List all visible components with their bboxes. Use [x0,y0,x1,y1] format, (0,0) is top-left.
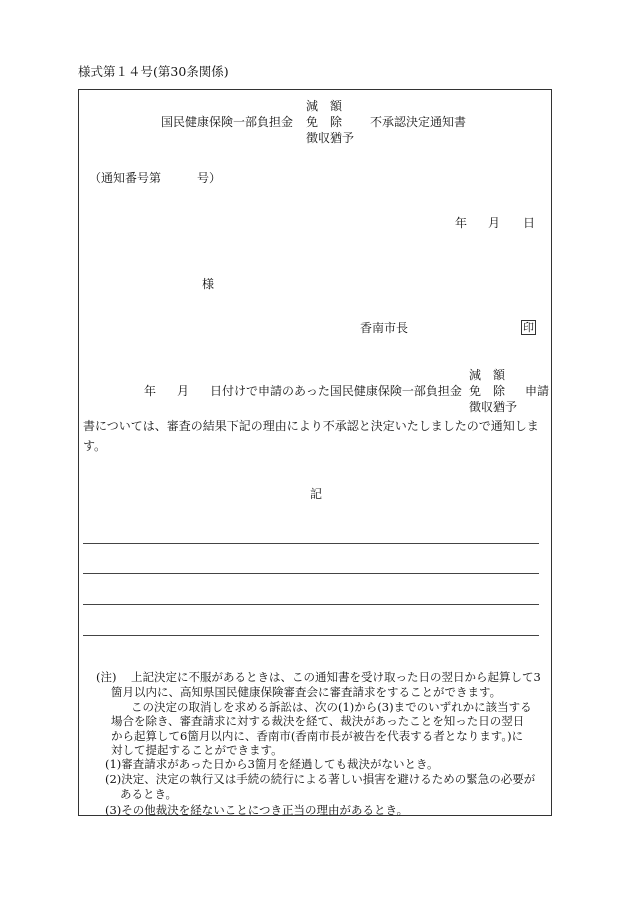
body-line2: 書については、審査の結果下記の理由により不承認と決定いたしましたので通知しま [83,419,539,433]
notes-item-3: (3)その他裁決を経ないことにつき正当の理由があるとき。 [105,803,409,817]
body-line1-end: 申請 [525,384,550,398]
notes-item-2: (2)決定、決定の執行又は手続の続行による著しい損害を避けるための緊急の必要が [105,772,536,786]
notes-line-1: 上記決定に不服があるときは、この通知書を受け取った日の翌日から起算して3 [131,670,541,684]
title-suffix: 不承認決定通知書 [370,115,467,129]
notes-line-4: 場合を除き、審査請求に対する裁決を経て、裁決があったことを知った日の翌日 [111,714,525,728]
notes-line-2: 箇月以内に、高知県国民健康保険審査会に審査請求をすることができます。 [111,685,502,699]
title-option-exempt: 免 除 [306,115,343,129]
reason-line-4 [83,635,539,636]
date-day: 日 [523,216,536,230]
body-line1-text: 日付けで申請のあった国民健康保険一部負担金 [210,384,462,398]
title-prefix: 国民健康保険一部負担金 [161,115,294,129]
notes-label: (注) [96,670,117,684]
date-year: 年 [455,216,468,230]
form-id: 様式第１４号(第30条関係) [78,64,229,79]
title-options [306,100,376,148]
reason-line-1 [83,543,539,544]
issuer: 香南市長 [360,321,409,335]
notes-item-1: (1)審査請求があった日から3箇月を経過しても裁決がないとき。 [105,757,439,771]
title-option-reduce: 減 額 [306,99,343,113]
notes-line-5: から起算して6箇月以内に、香南市(香南市長が被告を代表する者となります。)に [111,728,524,743]
notes-item-2-cont: あるとき。 [120,787,178,801]
notes-line-3: この決定の取消しを求める訴訟は、次の(1)から(3)までのいずれかに該当する [131,699,532,714]
addressee-suffix: 様 [202,277,215,291]
title-option-defer: 徴収猶予 [306,131,355,145]
reason-line-2 [83,573,539,574]
notes-line-6: 対して提起することができます。 [111,743,283,757]
ki-heading: 記 [310,487,323,501]
body-option-reduce: 減 額 [469,368,506,382]
reason-line-3 [83,604,539,605]
body-year: 年 [144,384,157,398]
body-option-exempt: 免 除 [469,384,506,398]
body-option-defer: 徴収猶予 [469,400,518,414]
date-month: 月 [488,216,501,230]
seal-mark: 印 [523,321,534,334]
body-month: 月 [177,384,190,398]
body-line3: す。 [83,439,107,453]
notice-number: （通知番号第 号） [89,171,222,185]
